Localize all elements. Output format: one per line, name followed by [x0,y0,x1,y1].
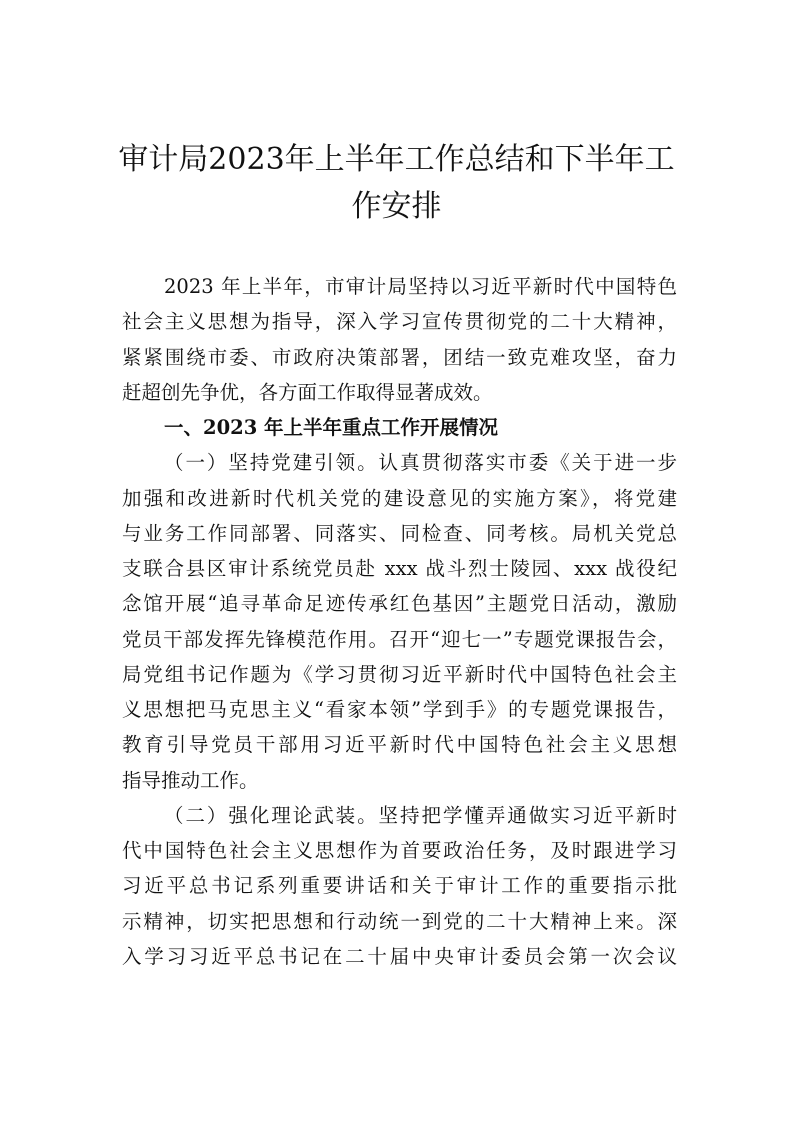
text-line: 加强和改进新时代机关党的建设意见的实施方案》，将党建 [122,486,677,510]
text-line: （二）强化理论武装。坚持把学懂弄通做实习近平新时 [164,803,677,827]
text-line: 赶超创先争优，各方面工作取得显著成效。 [122,380,493,404]
paragraph [122,269,677,410]
section-heading [122,410,677,445]
text-line: 与业务工作同部署、同落实、同检查、同考核。局机关党总 [122,521,677,545]
text-line: 支联合县区审计系统党员赴 xxx 战斗烈士陵园、xxx 战役纪 [122,557,677,580]
title-line-1: 审计局2023年上半年工作总结和下半年工 [118,142,675,177]
text-line: 局党组书记作题为《学习贯彻习近平新时代中国特色社会主 [122,662,677,686]
text-line: 习近平总书记系列重要讲话和关于审计工作的重要指示批 [122,874,677,898]
text-line: 党员干部发挥先锋模范作用。召开“迎七一”专题党课报告会， [122,627,677,651]
text-line: 指导推动工作。 [122,768,259,792]
text-line: 教育引导党员干部用习近平新时代中国特色社会主义思想 [122,733,677,757]
text-line: 示精神，切实把思想和行动统一到党的二十大精神上来。深 [122,909,677,933]
document-title [110,136,683,230]
text-line: 代中国特色社会主义思想作为首要政治任务，及时跟进学习 [122,839,677,862]
text-line: 义思想把马克思主义“看家本领”学到手》的专题党课报告， [122,698,677,721]
paragraph [122,798,677,974]
text-line: 2023 年上半年，市审计局坚持以习近平新时代中国特色 [164,275,677,298]
document-body [122,269,677,974]
text-line: （一）坚持党建引领。认真贯彻落实市委《关于进一步 [164,451,677,475]
text-line: 紧紧围绕市委、市政府决策部署，团结一致克难攻坚，奋力 [122,345,677,369]
text-line: 一、2023 年上半年重点工作开展情况 [164,416,499,439]
text-line: 社会主义思想为指导，深入学习宣传贯彻党的二十大精神， [122,310,677,334]
text-line: 念馆开展“追寻革命足迹传承红色基因”主题党日活动，激励 [122,592,677,616]
title-line-2: 作安排 [351,189,442,224]
paragraph [122,445,677,798]
text-line: 入学习习近平总书记在二十届中央审计委员会第一次会议 [122,944,677,968]
